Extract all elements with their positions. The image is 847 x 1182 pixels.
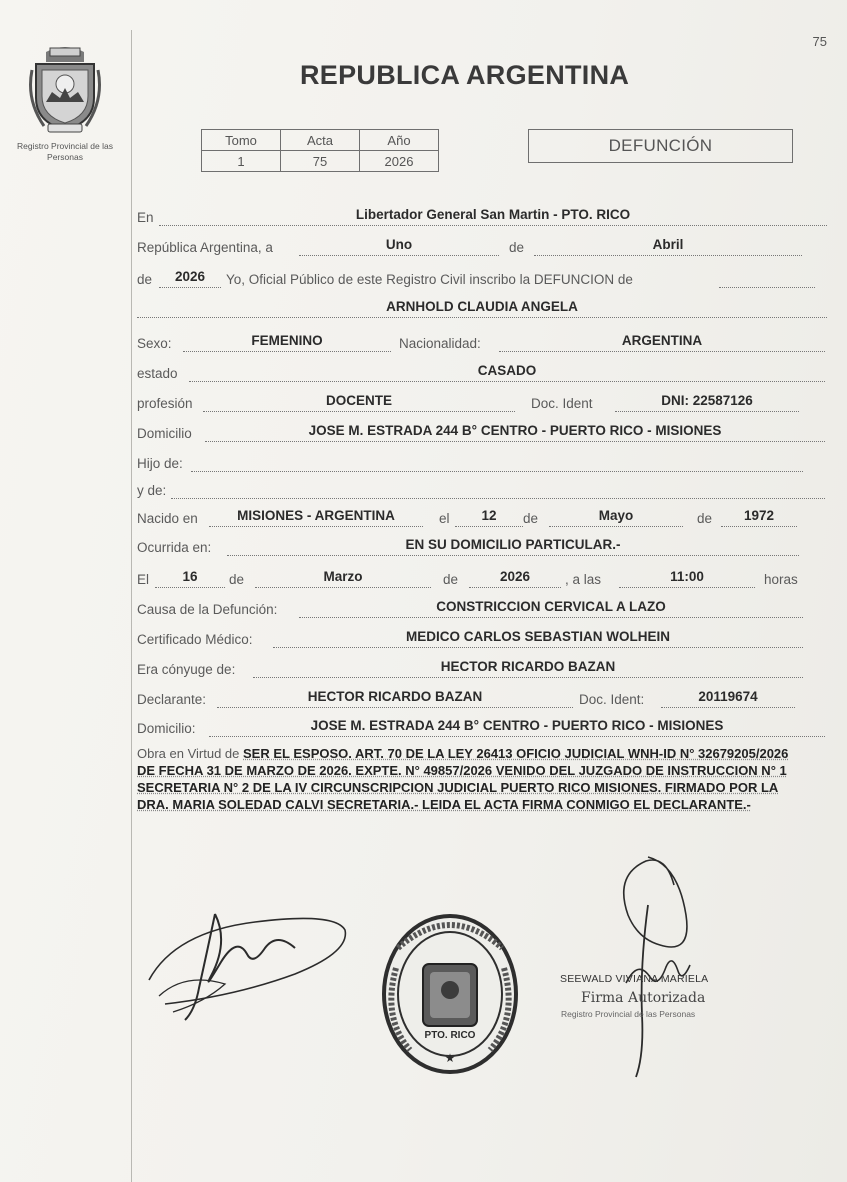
label-el: el (439, 511, 450, 526)
official-role: Firma Autorizada (581, 990, 706, 1006)
row-causa (137, 596, 807, 620)
field-hora: 11:00 (619, 567, 755, 588)
field-nacido-en: MISIONES - ARGENTINA (209, 506, 423, 527)
label-nacionalidad: Nacionalidad: (399, 336, 481, 351)
row-anio (137, 266, 817, 290)
row-sexo (137, 330, 827, 354)
declarant-signature (145, 892, 350, 1027)
record-table (201, 129, 439, 172)
field-domicilio: JOSE M. ESTRADA 244 B° CENTRO - PUERTO RICO - MISIONES (205, 421, 825, 442)
field-certificado: MEDICO CARLOS SEBASTIAN WOLHEIN (273, 627, 803, 648)
field-y-de (171, 478, 825, 499)
field-hijo-de (191, 451, 803, 472)
header-anio: Año (360, 130, 439, 151)
official-seal (378, 908, 523, 1078)
row-y-de (137, 477, 827, 501)
label-ocurrida-en: Ocurrida en: (137, 540, 212, 555)
field-declarante: HECTOR RICARDO BAZAN (217, 687, 573, 708)
row-declarante (137, 686, 807, 710)
label-nacido-en: Nacido en (137, 511, 198, 526)
label-de-f1: de (229, 572, 245, 587)
label-republica: República Argentina, a (137, 240, 273, 255)
page-number: 75 (812, 34, 827, 49)
registry-label: Registro Provincial de las Personas (17, 141, 113, 162)
field-sexo: FEMENINO (183, 331, 391, 352)
field-conyuge: HECTOR RICARDO BAZAN (253, 657, 803, 678)
row-hijo-de (137, 450, 807, 474)
label-declarante: Declarante: (137, 692, 207, 707)
header-acta: Acta (281, 130, 360, 151)
field-mes: Abril (534, 235, 802, 256)
official-name: SEEWALD VIVIANA MARIELA (560, 973, 709, 985)
field-anio: 2026 (159, 267, 221, 288)
label-horas: horas (764, 572, 798, 587)
field-dni: DNI: 22587126 (615, 391, 799, 412)
row-nombre (137, 296, 827, 320)
label-de-anio: de (137, 272, 153, 287)
svg-text:PTO. RICO: PTO. RICO (424, 1030, 476, 1041)
value-tomo: 1 (202, 151, 281, 172)
label-doc-ident: Doc. Ident (531, 396, 593, 411)
official-signature (578, 855, 706, 1080)
label-el-fecha: El (137, 572, 150, 587)
row-ocurrida (137, 534, 807, 558)
label-certificado: Certificado Médico: (137, 632, 253, 647)
label-domicilio-decl: Domicilio: (137, 721, 196, 736)
field-nacido-mes: Mayo (549, 506, 683, 527)
field-fallec-dia: 16 (155, 567, 225, 588)
label-obra: Obra en Virtud de (137, 746, 240, 761)
label-de-anio2: de (697, 511, 713, 526)
field-profesion: DOCENTE (203, 391, 515, 412)
page-title: REPUBLICA ARGENTINA (300, 60, 630, 90)
row-profesion (137, 390, 807, 414)
header-tomo: Tomo (202, 130, 281, 151)
record-type-box: DEFUNCIÓN (528, 129, 793, 163)
row-certificado (137, 626, 807, 650)
label-hijo-de: Hijo de: (137, 456, 183, 471)
field-nacido-anio: 1972 (721, 506, 797, 527)
row-conyuge (137, 656, 807, 680)
row-lugar (137, 204, 827, 228)
field-fallec-mes: Marzo (255, 567, 431, 588)
field-causa: CONSTRICCION CERVICAL A LAZO (299, 597, 803, 618)
label-doc-ident-decl: Doc. Ident: (579, 692, 645, 707)
official-org: Registro Provincial de las Personas (561, 1009, 696, 1019)
value-anio: 2026 (360, 151, 439, 172)
label-de-f2: de (443, 572, 459, 587)
label-en: En (137, 210, 154, 225)
row-nacimiento (137, 505, 807, 529)
svg-text:★: ★ (444, 1051, 456, 1065)
label-de: de (509, 240, 525, 255)
label-sexo: Sexo: (137, 336, 172, 351)
label-causa: Causa de la Defunción: (137, 602, 278, 617)
field-obra-text: SER EL ESPOSO. ART. 70 DE LA LEY 26413 OFICIO JUDICIAL WNH-ID N° 32679205/2026 DE FECHA 31 DE MARZO DE 2026. EXPTE. N° 49857/2026 VENIDO DEL JUZGADO DE INSTRUCCION N° 1 SECRETARIA N° 2 DE LA IV CIRCUNSCRIPCION JUDICIAL PUERTO RICO MISIONES. FIRMADO POR LA DRA. MARIA SOLEDAD CALVI SECRETARIA.- LEIDA EL ACTA FIRMA CONMIGO EL DECLARANTE.- (137, 746, 789, 812)
label-domicilio: Domicilio (137, 426, 192, 441)
field-estado: CASADO (189, 361, 825, 382)
label-de-mes: de (523, 511, 539, 526)
field-nacionalidad: ARGENTINA (499, 331, 825, 352)
coat-of-arms-logo (26, 40, 104, 134)
margin-line (131, 30, 132, 1182)
label-profesion: profesión (137, 396, 193, 411)
field-fallec-anio: 2026 (469, 567, 561, 588)
label-y-de: y de: (137, 483, 167, 498)
row-fecha-defuncion (137, 566, 807, 590)
row-domicilio-declarante (137, 715, 827, 739)
label-estado: estado (137, 366, 178, 381)
field-ocurrida-en: EN SU DOMICILIO PARTICULAR.- (227, 535, 799, 556)
label-a-las: , a las (565, 572, 602, 587)
label-conyuge: Era cónyuge de: (137, 662, 236, 677)
field-declarante-doc: 20119674 (661, 687, 795, 708)
obra-en-virtud-paragraph (137, 745, 809, 813)
field-dia: Uno (299, 235, 499, 256)
label-yo-oficial: Yo, Oficial Público de este Registro Civil inscribo la DEFUNCION de (226, 272, 633, 287)
field-nombre: ARNHOLD CLAUDIA ANGELA (137, 297, 827, 318)
field-blank-1 (719, 267, 815, 288)
field-nacido-dia: 12 (455, 506, 523, 527)
field-lugar: Libertador General San Martin - PTO. RICO (159, 205, 827, 226)
value-acta: 75 (281, 151, 360, 172)
row-domicilio (137, 420, 827, 444)
row-fecha-inscripcion (137, 234, 807, 258)
field-declarante-domicilio: JOSE M. ESTRADA 244 B° CENTRO - PUERTO RICO - MISIONES (209, 716, 825, 737)
row-estado (137, 360, 827, 384)
